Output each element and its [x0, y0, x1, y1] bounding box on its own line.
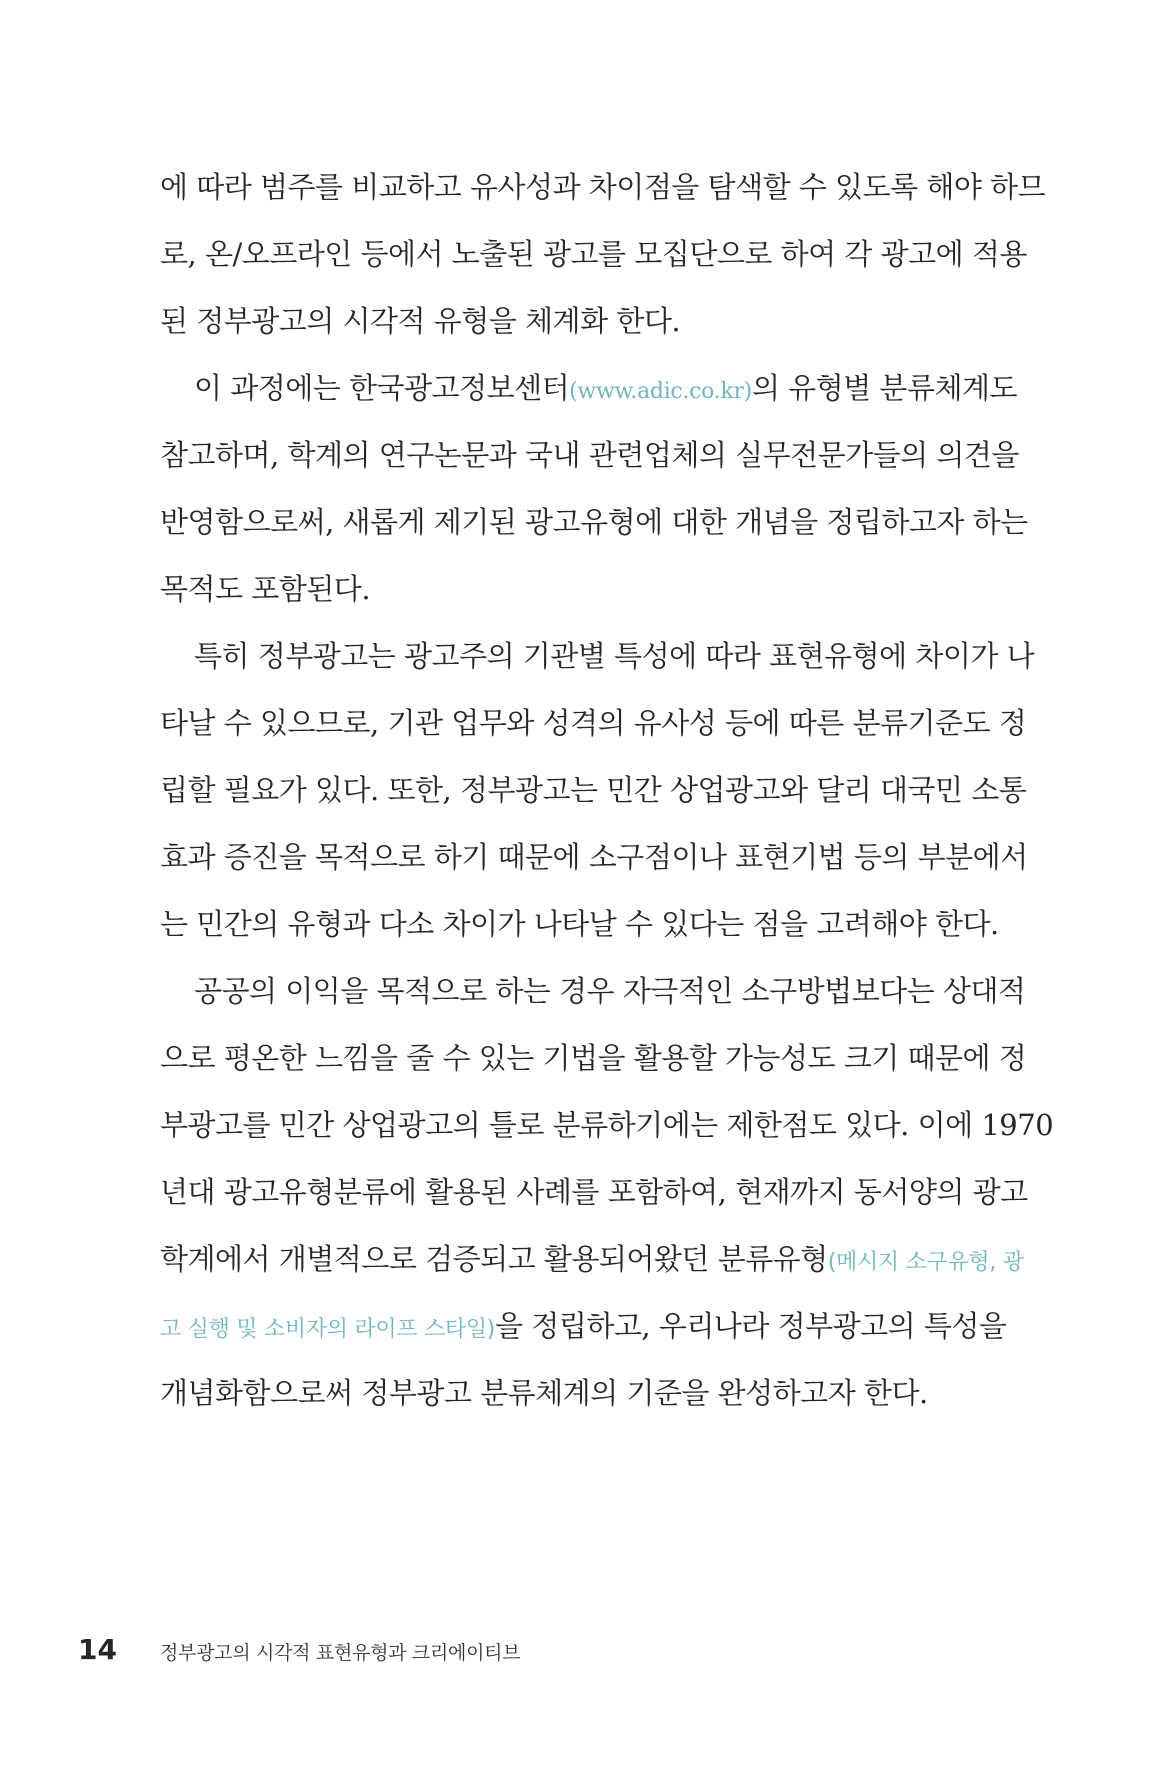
p3-line-3: 립할 필요가 있다. 또한, 정부광고는 민간 상업광고와 달리 대국민 소통 [160, 773, 1027, 807]
p3-line-1: 특히 정부광고는 광고주의 기관별 특성에 따라 표현유형에 차이가 나 [194, 639, 1035, 673]
p4-line-4: 년대 광고유형분류에 활용된 사례를 포함하여, 현재까지 동서양의 광고 [160, 1175, 1028, 1209]
url-reference: (www.adic.co.kr) [569, 379, 752, 404]
p4-line-6-text-b: 을 정립하고, 우리나라 정부광고의 특성을 [495, 1309, 1007, 1343]
p1-line-3: 된 정부광고의 시각적 유형을 체계화 한다. [160, 304, 681, 338]
p4-line-5-text-a: 학계에서 개별적으로 검증되고 활용되어왔던 분류유형 [160, 1242, 828, 1276]
page-number: 14 [78, 1633, 117, 1666]
p4-line-7: 개념화함으로써 정부광고 분류체계의 기준을 완성하고자 한다. [160, 1376, 928, 1410]
p4-line-3: 부광고를 민간 상업광고의 틀로 분류하기에는 제한점도 있다. 이에 1970 [160, 1108, 1054, 1142]
p2-line-1 [160, 366, 1018, 414]
p2-line-1-text-a: 이 과정에는 한국광고정보센터 [194, 371, 570, 405]
p2-line-2: 참고하며, 학계의 연구논문과 국내 관련업체의 실무전문가들의 의견을 [160, 438, 1019, 472]
p1-line-1: 에 따라 범주를 비교하고 유사성과 차이점을 탐색할 수 있도록 해야 하므 [160, 170, 1046, 204]
p4-line-2: 으로 평온한 느낌을 줄 수 있는 기법을 활용할 가능성도 크기 때문에 정 [160, 1041, 1027, 1075]
parenthetical-note-end: 고 실행 및 소비자의 라이프 스타일) [160, 1317, 496, 1342]
running-footer-title: 정부광고의 시각적 표현유형과 크리에이티브 [160, 1642, 521, 1664]
p3-line-4: 효과 증진을 목적으로 하기 때문에 소구점이나 표현기법 등의 부분에서 [160, 840, 1028, 874]
p3-line-2: 타날 수 있으므로, 기관 업무와 성격의 유사성 등에 따른 분류기준도 정 [160, 706, 1027, 740]
p4-line-1: 공공의 이익을 목적으로 하는 경우 자극적인 소구방법보다는 상대적 [194, 974, 1026, 1008]
p1-line-2: 로, 온/오프라인 등에서 노출된 광고를 모집단으로 하여 각 광고에 적용 [160, 237, 1027, 271]
p4-line-5 [160, 1237, 1024, 1285]
p4-line-6 [160, 1304, 1007, 1352]
parenthetical-note-start: (메시지 소구유형, 광 [827, 1250, 1024, 1275]
p3-line-5: 는 민간의 유형과 다소 차이가 나타날 수 있다는 점을 고려해야 한다. [160, 907, 999, 941]
p2-line-1-text-c: 의 유형별 분류체계도 [751, 371, 1018, 405]
p2-line-4: 목적도 포함된다. [160, 572, 371, 606]
p2-line-3: 반영함으로써, 새롭게 제기된 광고유형에 대한 개념을 정립하고자 하는 [160, 505, 1028, 539]
